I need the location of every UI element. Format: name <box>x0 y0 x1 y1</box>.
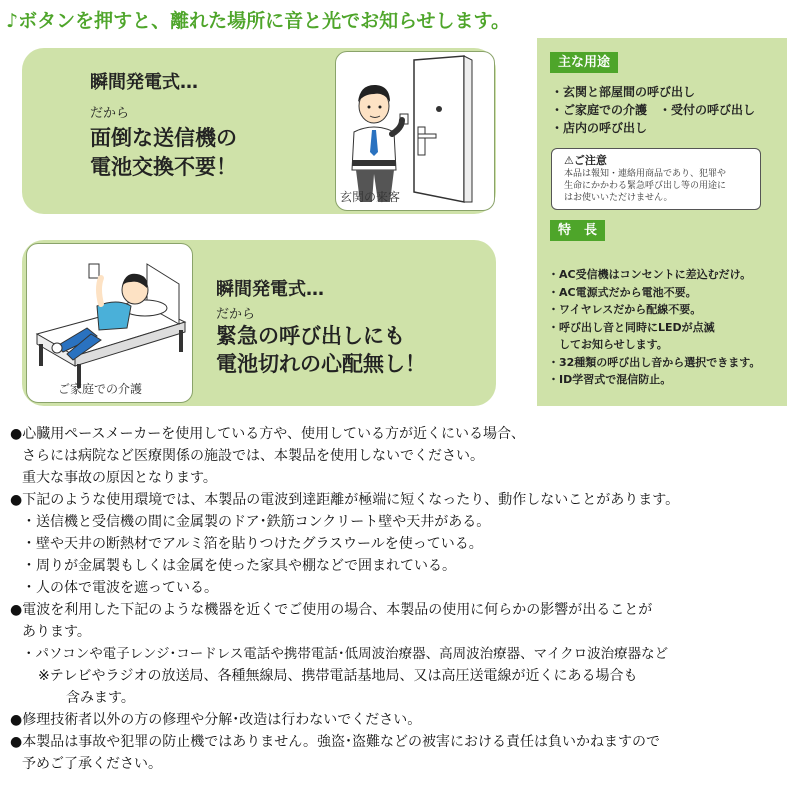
caution-line: 生命にかかわる緊急呼び出し等の用途に <box>564 181 727 191</box>
uses-item: ・ご家庭での介護 ・受付の呼び出し <box>551 103 756 117</box>
warning-line: ・周りが金属製もしくは金属を使った家具や棚などで囲まれている。 <box>22 558 456 574</box>
visitor-at-door-image <box>336 52 494 210</box>
warning-line: ●心臓用ペースメーカーを使用している方や、使用している方が近くにいる場合、 <box>10 426 525 442</box>
warning-line: ●下記のような使用環境では、本製品の電波到達距離が極端に短くなったり、動作しないことがあります。 <box>10 492 680 508</box>
warnings-section <box>10 423 795 775</box>
card2-sub: だから <box>216 307 256 322</box>
card1-body-line1: 面倒な送信機の <box>90 126 237 150</box>
card2-image-caption: ご家庭での介護 <box>58 382 143 396</box>
card1-body-line2: 電池交換不要！ <box>90 155 237 179</box>
visitor-illustration <box>335 51 495 211</box>
warning-line: ●修理技術者以外の方の修理や分解･改造は行わないでください。 <box>10 712 422 728</box>
caution-line: 本品は報知・連絡用商品であり、犯罪や <box>564 169 727 179</box>
caution-body <box>564 168 726 204</box>
caution-box <box>551 148 761 210</box>
warning-line: ●電波を利用した下記のような機器を近くでご使用の場合、本製品の使用に何らかの影響が出ることが <box>10 602 653 618</box>
features-list <box>548 266 760 389</box>
warning-line: 予めご了承ください。 <box>22 756 162 772</box>
care-illustration <box>26 243 193 403</box>
patient-in-bed-image <box>27 244 192 402</box>
features-item: ・32種類の呼び出し音から選択できます。 <box>548 355 761 369</box>
card2-body-line1: 緊急の呼び出しにも <box>216 324 405 348</box>
warning-line: ・送信機と受信機の間に金属製のドア･鉄筋コンクリート壁や天井がある。 <box>22 514 491 530</box>
warning-line: あります。 <box>22 624 91 640</box>
warning-line: さらには病院など医療関係の施設では、本製品を使用しないでください。 <box>22 448 484 464</box>
features-item: ・AC電源式だから電池不要。 <box>548 285 697 299</box>
warning-line: 重大な事故の原因となります。 <box>22 470 217 486</box>
caution-line: はお使いいただけません。 <box>564 193 673 203</box>
features-item: ・ID学習式で混信防止。 <box>548 373 672 386</box>
features-item: ・ワイヤレスだから配線不要。 <box>548 303 702 316</box>
warning-line: ・パソコンや電子レンジ･コードレス電話や携帯電話･低周波治療器、高周波治療器、マイクロ波治療器など <box>22 646 669 662</box>
headline: ♪ボタンを押すと、離れた場所に音と光でお知らせします。 <box>6 10 511 32</box>
caution-title: ⚠ご注意 <box>564 154 607 167</box>
warning-line: ・壁や天井の断熱材でアルミ箔を貼りつけたグラスウールを使っている。 <box>22 536 483 552</box>
features-tag: 特 長 <box>550 220 605 241</box>
warning-line: ・人の体で電波を遮っている。 <box>22 580 218 596</box>
uses-item: ・店内の呼び出し <box>551 121 648 135</box>
warning-line: ※テレビやラジオの放送局、各種無線局、携帯電話基地局、又は高圧送電線が近くにある場合も <box>38 668 638 684</box>
warning-line: 含みます。 <box>66 690 135 706</box>
uses-list <box>551 83 755 137</box>
features-item: してお知らせします。 <box>548 338 668 351</box>
features-item: ・呼び出し音と同時にLEDが点滅 <box>548 320 715 334</box>
uses-item: ・玄関と部屋間の呼び出し <box>551 85 696 99</box>
warning-line: ●本製品は事故や犯罪の防止機ではありません。強盗･盗難などの被害における責任は負いかねますので <box>10 734 661 750</box>
card2-heading: 瞬間発電式… <box>216 279 324 300</box>
features-item: ・AC受信機はコンセントに差込むだけ。 <box>548 268 752 281</box>
card1-sub: だから <box>90 106 130 121</box>
card2-body-line2: 電池切れの心配無し！ <box>216 352 426 376</box>
uses-tag: 主な用途 <box>550 52 618 73</box>
card1-image-caption: 玄関の来客 <box>340 190 401 204</box>
card1-heading: 瞬間発電式… <box>90 72 198 93</box>
